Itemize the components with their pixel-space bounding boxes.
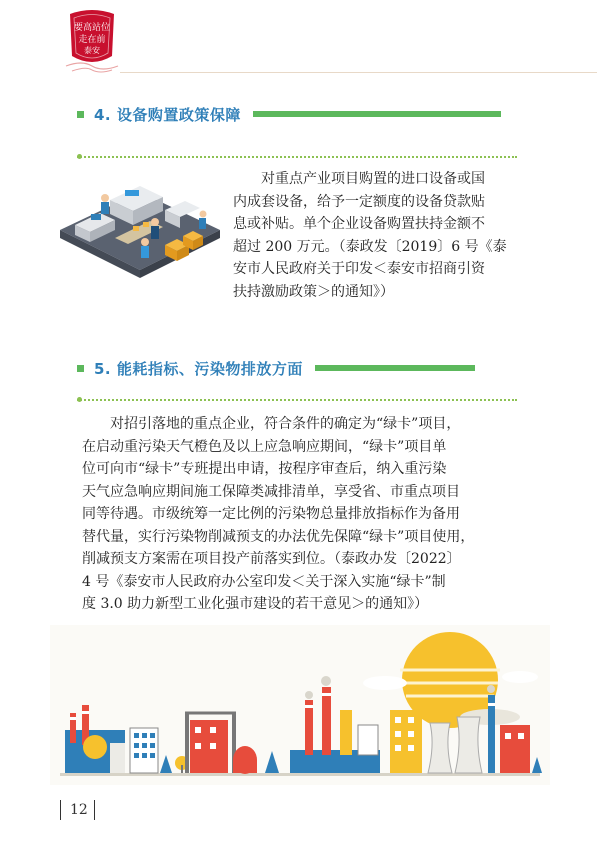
paragraph-line: 位可向市“绿卡”专班提出申请，按程序审查后，纳入重污染 — [82, 461, 447, 477]
section-square-icon — [77, 111, 84, 118]
svg-text:要高站位: 要高站位 — [73, 23, 111, 33]
svg-text:走在前: 走在前 — [78, 35, 106, 45]
section-5-paragraph — [82, 413, 522, 616]
paragraph-line: 同等待遇。市级统筹一定比例的污染物总量排放指标作为备用 — [82, 506, 460, 522]
section-4-header — [77, 103, 501, 125]
section-5-title: 5. 能耗指标、污染物排放方面 — [94, 359, 303, 378]
header-rule — [120, 72, 597, 73]
section-bar — [253, 111, 501, 117]
dotted-divider — [77, 399, 517, 401]
paragraph-line: 天气应急响应期间施工保障类减排清单，享受省、市重点项目 — [82, 483, 460, 500]
svg-text:泰安: 泰安 — [84, 46, 100, 55]
paragraph-line: 在启动重污染天气橙色及以上应急响应期间，“绿卡”项目单 — [82, 438, 447, 455]
paragraph-line: 超过 200 万元。（泰政发〔2019〕6 号《泰 — [233, 238, 507, 255]
paragraph-line: 度 3.0 助力新型工业化强市建设的若干意见＞的通知》） — [82, 596, 429, 612]
paragraph-line: 对重点产业项目购置的进口设备或国 — [261, 171, 485, 187]
seal-logo-icon — [62, 8, 122, 74]
section-square-icon — [77, 365, 84, 372]
paragraph-line: 扶持激励政策＞的通知》） — [233, 283, 394, 300]
paragraph-line: 息或补贴。单个企业设备购置扶持金额不 — [233, 216, 485, 232]
paragraph-line: 替代量，实行污染物削减预支的办法优先保障“绿卡”项目使用， — [82, 528, 475, 545]
section-bar — [315, 365, 475, 371]
paragraph-line: 对招引落地的重点企业，符合条件的确定为“绿卡”项目， — [110, 416, 461, 432]
page-number-bar — [60, 800, 61, 820]
paragraph-line: 4 号《泰安市人民政府办公室印发＜关于深入实施“绿卡”制 — [82, 573, 446, 590]
section-4-paragraph — [233, 168, 518, 303]
section-4-title: 4. 设备购置政策保障 — [94, 105, 241, 124]
dotted-divider — [77, 156, 517, 158]
paragraph-line: 削减预支方案需在项目投产前落实到位。（泰政办发〔2022〕 — [82, 551, 461, 567]
page-number: 12 — [70, 802, 88, 818]
section-5-header — [77, 357, 475, 379]
industrial-city-skyline-illustration-icon — [50, 625, 550, 785]
paragraph-line: 内成套设备，给予一定额度的设备贷款贴 — [233, 193, 485, 210]
paragraph-line: 安市人民政府关于印发＜泰安市招商引资 — [233, 261, 485, 277]
factory-workers-illustration-icon — [55, 170, 225, 290]
page-number-bar — [94, 800, 95, 820]
